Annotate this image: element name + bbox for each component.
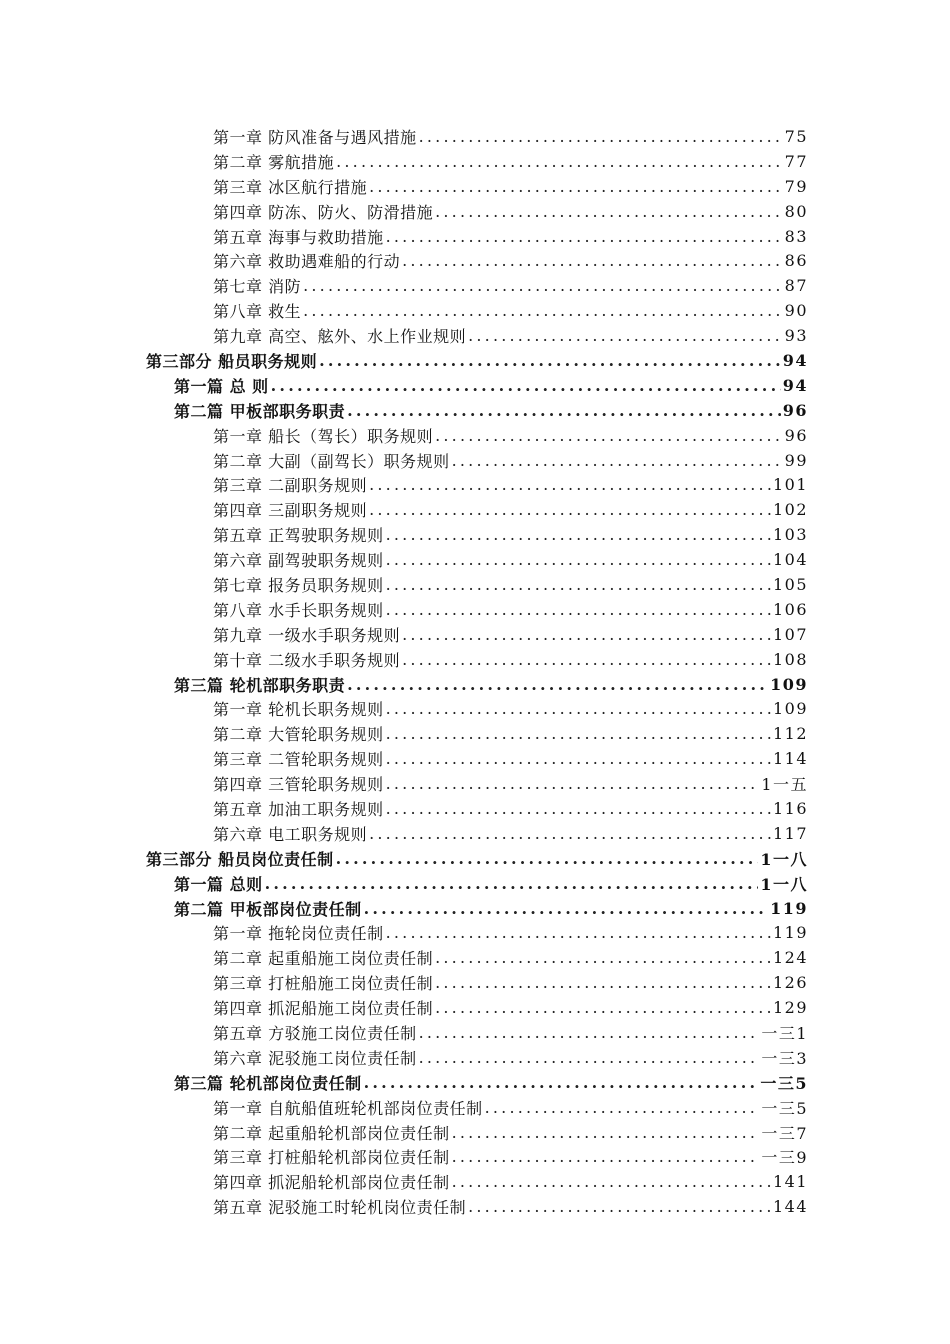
- toc-entry-title: 第一章 自航船值班轮机部岗位责任制: [213, 1098, 483, 1118]
- toc-entry-title: 第八章 水手长职务规则: [213, 600, 384, 620]
- toc-entry-title: 第五章 海事与救助措施: [213, 227, 384, 247]
- toc-entry-title: 第六章 泥驳施工岗位责任制: [213, 1048, 417, 1068]
- toc-part-entry[interactable]: [0, 348, 950, 373]
- toc-entry-page-number: 1一八: [760, 849, 808, 869]
- toc-chapter-entry[interactable]: [0, 970, 950, 995]
- toc-entry-title: 第三篇 轮机部岗位责任制: [174, 1073, 362, 1093]
- toc-dot-leader: [419, 1048, 760, 1067]
- toc-section-entry[interactable]: [0, 398, 950, 423]
- toc-chapter-entry[interactable]: [0, 497, 950, 522]
- toc-dot-leader: [435, 998, 771, 1017]
- toc-dot-leader: [402, 251, 783, 270]
- toc-chapter-entry[interactable]: [0, 746, 950, 771]
- toc-dot-leader: [485, 1098, 760, 1117]
- toc-chapter-entry[interactable]: [0, 1145, 950, 1170]
- toc-dot-leader: [386, 799, 771, 818]
- toc-chapter-entry[interactable]: [0, 696, 950, 721]
- toc-dot-leader: [452, 1172, 771, 1191]
- toc-chapter-entry[interactable]: [0, 149, 950, 174]
- toc-entry-page-number: 109: [772, 699, 808, 719]
- toc-chapter-entry[interactable]: [0, 995, 950, 1020]
- toc-entry-title: 第四章 三副职务规则: [213, 501, 368, 521]
- toc-entry-title: 第七章 消防: [213, 277, 302, 297]
- toc-chapter-entry[interactable]: [0, 323, 950, 348]
- toc-entry-title: 第九章 高空、舷外、水上作业规则: [213, 327, 467, 347]
- toc-dot-leader: [336, 849, 759, 868]
- toc-entry-title: 第二篇 甲板部职务职责: [174, 401, 346, 421]
- toc-chapter-entry[interactable]: [0, 771, 950, 796]
- toc-entry-page-number: 86: [784, 251, 808, 271]
- toc-chapter-entry[interactable]: [0, 647, 950, 672]
- toc-entry-title: 第二篇 甲板部岗位责任制: [174, 899, 362, 919]
- toc-entry-page-number: 一三5: [761, 1098, 808, 1118]
- toc-chapter-entry[interactable]: [0, 273, 950, 298]
- toc-entry-title: 第四章 三管轮职务规则: [213, 775, 384, 795]
- toc-entry-page-number: 107: [772, 624, 808, 644]
- toc-dot-leader: [303, 276, 783, 295]
- toc-entry-page-number: 96: [784, 425, 808, 445]
- toc-dot-leader: [265, 874, 759, 893]
- toc-entry-page-number: 一三3: [761, 1048, 808, 1068]
- toc-entry-page-number: 112: [772, 724, 808, 744]
- toc-dot-leader: [336, 152, 783, 171]
- toc-entry-page-number: 101: [772, 475, 808, 495]
- toc-chapter-entry[interactable]: [0, 248, 950, 273]
- toc-entry-page-number: 104: [772, 550, 808, 570]
- toc-entry-title: 第二章 雾航措施: [213, 152, 335, 172]
- toc-part-entry[interactable]: [0, 846, 950, 871]
- toc-entry-title: 第二章 起重船施工岗位责任制: [213, 949, 434, 969]
- toc-chapter-entry[interactable]: [0, 298, 950, 323]
- toc-entry-page-number: 一三9: [761, 1148, 808, 1168]
- toc-chapter-entry[interactable]: [0, 174, 950, 199]
- toc-dot-leader: [386, 749, 771, 768]
- toc-entry-title: 第一章 拖轮岗位责任制: [213, 924, 384, 944]
- toc-entry-title: 第二章 大管轮职务规则: [213, 725, 384, 745]
- toc-chapter-entry[interactable]: [0, 423, 950, 448]
- toc-entry-title: 第四章 抓泥船施工岗位责任制: [213, 999, 434, 1019]
- toc-dot-leader: [435, 973, 771, 992]
- toc-entry-page-number: 119: [770, 898, 808, 918]
- toc-entry-page-number: 144: [772, 1197, 808, 1217]
- toc-entry-title: 第八章 救生: [213, 302, 302, 322]
- toc-chapter-entry[interactable]: [0, 921, 950, 946]
- table-of-contents: [0, 124, 950, 1219]
- toc-chapter-entry[interactable]: [0, 472, 950, 497]
- toc-entry-title: 第一章 船长（驾长）职务规则: [213, 426, 434, 446]
- toc-dot-leader: [386, 923, 771, 942]
- toc-entry-title: 第三章 打桩船轮机部岗位责任制: [213, 1148, 450, 1168]
- toc-dot-leader: [386, 699, 771, 718]
- toc-entry-page-number: 79: [784, 176, 808, 196]
- toc-entry-page-number: 108: [772, 649, 808, 669]
- toc-entry-page-number: 124: [772, 948, 808, 968]
- toc-entry-title: 第一章 轮机长职务规则: [213, 700, 384, 720]
- toc-chapter-entry[interactable]: [0, 945, 950, 970]
- toc-entry-page-number: 94: [782, 375, 808, 395]
- toc-entry-title: 第一章 防风准备与遇风措施: [213, 127, 417, 147]
- toc-entry-page-number: 一三7: [761, 1123, 808, 1143]
- toc-entry-title: 第三部分 船员岗位责任制: [146, 849, 334, 869]
- toc-entry-page-number: 119: [772, 923, 808, 943]
- toc-dot-leader: [369, 177, 783, 196]
- toc-entry-page-number: 77: [784, 151, 808, 171]
- toc-entry-page-number: 129: [772, 998, 808, 1018]
- toc-entry-page-number: 87: [784, 276, 808, 296]
- toc-entry-page-number: 105: [772, 574, 808, 594]
- toc-dot-leader: [402, 650, 771, 669]
- toc-chapter-entry[interactable]: [0, 1045, 950, 1070]
- toc-dot-leader: [386, 774, 760, 793]
- toc-dot-leader: [402, 625, 771, 644]
- toc-entry-page-number: 103: [772, 525, 808, 545]
- toc-chapter-entry[interactable]: [0, 1020, 950, 1045]
- toc-dot-leader: [452, 1147, 760, 1166]
- toc-entry-page-number: 94: [782, 350, 808, 370]
- toc-chapter-entry[interactable]: [0, 622, 950, 647]
- toc-dot-leader: [435, 202, 783, 221]
- toc-entry-page-number: 117: [772, 823, 808, 843]
- toc-entry-page-number: 109: [770, 674, 808, 694]
- toc-dot-leader: [468, 1197, 771, 1216]
- toc-entry-title: 第三章 冰区航行措施: [213, 177, 368, 197]
- toc-chapter-entry[interactable]: [0, 199, 950, 224]
- toc-chapter-entry[interactable]: [0, 1194, 950, 1219]
- toc-dot-leader: [435, 426, 783, 445]
- toc-entry-title: 第十章 二级水手职务规则: [213, 650, 401, 670]
- toc-dot-leader: [386, 600, 771, 619]
- toc-entry-title: 第三章 打桩船施工岗位责任制: [213, 974, 434, 994]
- toc-entry-title: 第一篇 总则: [174, 874, 263, 894]
- toc-entry-page-number: 80: [784, 201, 808, 221]
- toc-entry-title: 第二章 起重船轮机部岗位责任制: [213, 1123, 450, 1143]
- toc-entry-page-number: 75: [784, 126, 808, 146]
- toc-entry-title: 第三章 二副职务规则: [213, 476, 368, 496]
- toc-entry-title: 第一篇 总 则: [174, 376, 269, 396]
- toc-chapter-entry[interactable]: [0, 821, 950, 846]
- toc-entry-page-number: 116: [772, 798, 808, 818]
- toc-entry-title: 第二章 大副（副驾长）职务规则: [213, 451, 450, 471]
- toc-dot-leader: [369, 500, 771, 519]
- toc-entry-title: 第九章 一级水手职务规则: [213, 625, 401, 645]
- toc-dot-leader: [386, 227, 783, 246]
- toc-chapter-entry[interactable]: [0, 124, 950, 149]
- toc-section-entry[interactable]: [0, 1070, 950, 1095]
- toc-chapter-entry[interactable]: [0, 796, 950, 821]
- toc-entry-page-number: 一三5: [760, 1073, 808, 1093]
- toc-entry-page-number: 96: [782, 400, 808, 420]
- toc-entry-page-number: 106: [772, 599, 808, 619]
- toc-dot-leader: [364, 1073, 759, 1092]
- toc-dot-leader: [364, 899, 769, 918]
- toc-entry-page-number: 1一五: [761, 775, 808, 795]
- toc-chapter-entry[interactable]: [0, 1095, 950, 1120]
- toc-dot-leader: [452, 1123, 760, 1142]
- toc-entry-title: 第六章 副驾驶职务规则: [213, 551, 384, 571]
- toc-entry-page-number: 141: [772, 1172, 808, 1192]
- toc-chapter-entry[interactable]: [0, 522, 950, 547]
- toc-chapter-entry[interactable]: [0, 1120, 950, 1145]
- toc-chapter-entry[interactable]: [0, 448, 950, 473]
- toc-dot-leader: [419, 127, 783, 146]
- toc-dot-leader: [369, 824, 771, 843]
- toc-entry-page-number: 1一八: [760, 874, 808, 894]
- toc-dot-leader: [303, 301, 783, 320]
- toc-entry-title: 第三篇 轮机部职务职责: [174, 675, 346, 695]
- toc-dot-leader: [347, 675, 768, 694]
- toc-entry-title: 第五章 正驾驶职务规则: [213, 526, 384, 546]
- toc-dot-leader: [452, 451, 783, 470]
- toc-dot-leader: [435, 948, 771, 967]
- toc-entry-page-number: 90: [784, 301, 808, 321]
- toc-entry-title: 第三部分 船员职务规则: [146, 351, 318, 371]
- toc-section-entry[interactable]: [0, 672, 950, 697]
- toc-dot-leader: [319, 351, 781, 370]
- toc-entry-title: 第六章 救助遇难船的行动: [213, 252, 401, 272]
- toc-chapter-entry[interactable]: [0, 572, 950, 597]
- toc-section-entry[interactable]: [0, 896, 950, 921]
- toc-entry-page-number: 99: [784, 450, 808, 470]
- toc-entry-page-number: 83: [784, 226, 808, 246]
- toc-dot-leader: [386, 724, 771, 743]
- toc-entry-title: 第四章 防冻、防火、防滑措施: [213, 202, 434, 222]
- toc-chapter-entry[interactable]: [0, 1169, 950, 1194]
- toc-entry-page-number: 102: [772, 500, 808, 520]
- toc-entry-page-number: 一三1: [761, 1024, 808, 1043]
- toc-dot-leader: [386, 525, 771, 544]
- toc-entry-page-number: 126: [772, 973, 808, 993]
- toc-dot-leader: [369, 475, 771, 494]
- toc-dot-leader: [419, 1023, 760, 1042]
- toc-entry-page-number: 114: [772, 749, 808, 769]
- toc-entry-page-number: 93: [784, 326, 808, 346]
- toc-entry-title: 第四章 抓泥船轮机部岗位责任制: [213, 1173, 450, 1193]
- toc-section-entry[interactable]: [0, 871, 950, 896]
- toc-chapter-entry[interactable]: [0, 597, 950, 622]
- toc-dot-leader: [468, 326, 783, 345]
- toc-dot-leader: [347, 401, 781, 420]
- toc-section-entry[interactable]: [0, 373, 950, 398]
- toc-chapter-entry[interactable]: [0, 224, 950, 249]
- toc-entry-title: 第三章 二管轮职务规则: [213, 750, 384, 770]
- toc-chapter-entry[interactable]: [0, 721, 950, 746]
- toc-entry-title: 第七章 报务员职务规则: [213, 575, 384, 595]
- toc-entry-title: 第五章 泥驳施工时轮机岗位责任制: [213, 1198, 467, 1218]
- toc-entry-title: 第五章 方驳施工岗位责任制: [213, 1024, 417, 1043]
- toc-chapter-entry[interactable]: [0, 547, 950, 572]
- toc-dot-leader: [271, 376, 781, 395]
- toc-entry-title: 第六章 电工职务规则: [213, 824, 368, 844]
- toc-entry-title: 第五章 加油工职务规则: [213, 799, 384, 819]
- toc-dot-leader: [386, 550, 771, 569]
- toc-dot-leader: [386, 575, 771, 594]
